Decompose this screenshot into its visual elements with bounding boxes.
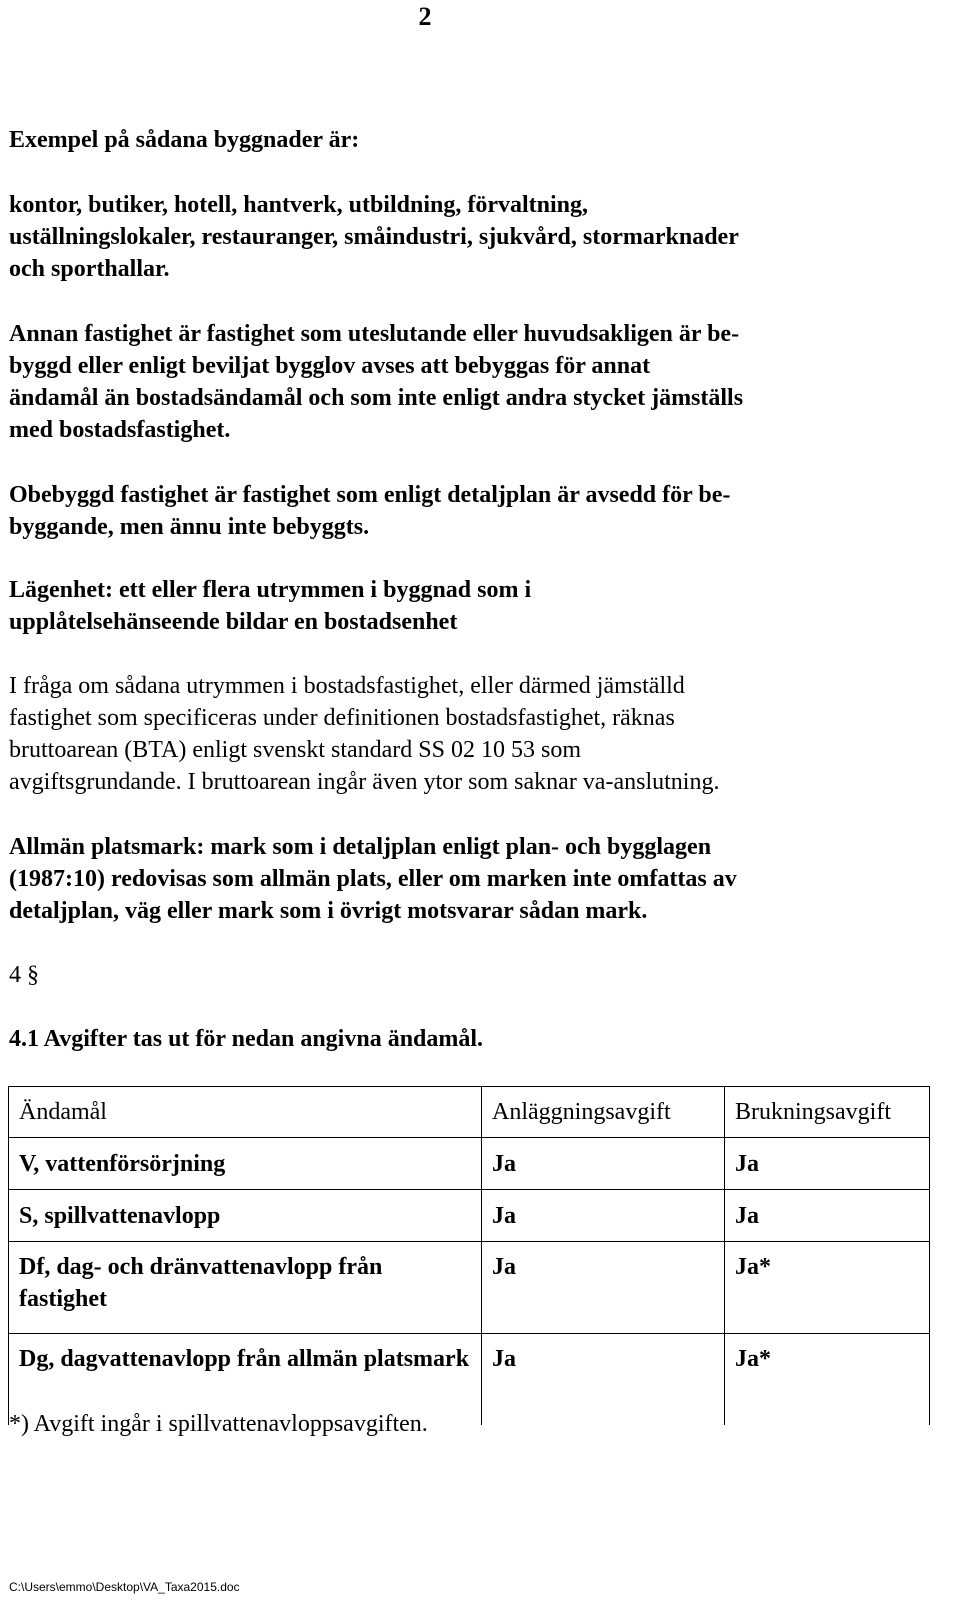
cell-usage-fee: Ja* [725, 1334, 930, 1426]
footnote: *) Avgift ingår i spillvattenavloppsavgiften. [9, 1411, 428, 1437]
bta-line: bruttoarean (BTA) enligt svenskt standard SS 02 10 53 som [9, 737, 582, 763]
annan-fastighet-line: ändamål än bostadsändamål och som inte enligt andra stycket jämställs [9, 385, 744, 411]
cell-purpose: Dg, dagvattenavlopp från allmän platsmark [9, 1334, 482, 1426]
cell-connection-fee: Ja [482, 1190, 725, 1242]
page-number: 2 [418, 2, 432, 31]
cell-usage-fee: Ja [725, 1190, 930, 1242]
fees-table [8, 1086, 930, 1425]
table-row [9, 1138, 930, 1190]
cell-connection-fee: Ja [482, 1242, 725, 1334]
cell-usage-fee: Ja* [725, 1242, 930, 1334]
header-connection-fee: Anläggningsavgift [482, 1087, 725, 1138]
cell-purpose: Df, dag- och dränvattenavlopp från fastighet [9, 1242, 482, 1334]
obebyggd-fastighet-line: Obebyggd fastighet är fastighet som enligt detaljplan är avsedd för be- [9, 482, 731, 508]
platsmark-line: detaljplan, väg eller mark som i övrigt motsvarar sådan mark. [9, 898, 648, 924]
platsmark-line: Allmän platsmark: mark som i detaljplan enligt plan- och bygglagen [9, 834, 712, 860]
obebyggd-fastighet-line: byggande, men ännu inte bebyggts. [9, 514, 370, 540]
examples-heading: Exempel på sådana byggnader är: [9, 127, 360, 153]
cell-connection-fee: Ja [482, 1334, 725, 1426]
section-number: 4 § [9, 962, 39, 988]
lagenhet-line: Lägenhet: ett eller flera utrymmen i byggnad som i [9, 577, 532, 603]
header-usage-fee: Brukningsavgift [725, 1087, 930, 1138]
annan-fastighet-line: byggd eller enligt beviljat bygglov avses att bebyggas för annat [9, 353, 651, 379]
cell-purpose: S, spillvattenavlopp [9, 1190, 482, 1242]
section-heading: 4.1 Avgifter tas ut för nedan angivna ändamål. [9, 1026, 484, 1052]
annan-fastighet-line: med bostadsfastighet. [9, 417, 231, 443]
examples-line: uställningslokaler, restauranger, småindustri, sjukvård, stormarknader [9, 224, 739, 250]
table-row [9, 1190, 930, 1242]
table-row [9, 1242, 930, 1334]
cell-connection-fee: Ja [482, 1138, 725, 1190]
examples-line: kontor, butiker, hotell, hantverk, utbildning, förvaltning, [9, 192, 589, 218]
lagenhet-line: upplåtelsehänseende bildar en bostadsenhet [9, 609, 458, 635]
platsmark-line: (1987:10) redovisas som allmän plats, eller om marken inte omfattas av [9, 866, 737, 892]
cell-usage-fee: Ja [725, 1138, 930, 1190]
cell-purpose: V, vattenförsörjning [9, 1138, 482, 1190]
file-path: C:\Users\emmo\Desktop\VA_Taxa2015.doc [9, 1580, 240, 1594]
bta-line: I fråga om sådana utrymmen i bostadsfastighet, eller därmed jämställd [9, 673, 685, 699]
examples-line: och sporthallar. [9, 256, 170, 282]
table-header-row [9, 1087, 930, 1138]
bta-line: fastighet som specificeras under definitionen bostadsfastighet, räknas [9, 705, 675, 731]
header-purpose: Ändamål [9, 1087, 482, 1138]
bta-line: avgiftsgrundande. I bruttoarean ingår även ytor som saknar va-anslutning. [9, 769, 720, 795]
annan-fastighet-line: Annan fastighet är fastighet som uteslutande eller huvudsakligen är be- [9, 321, 740, 347]
